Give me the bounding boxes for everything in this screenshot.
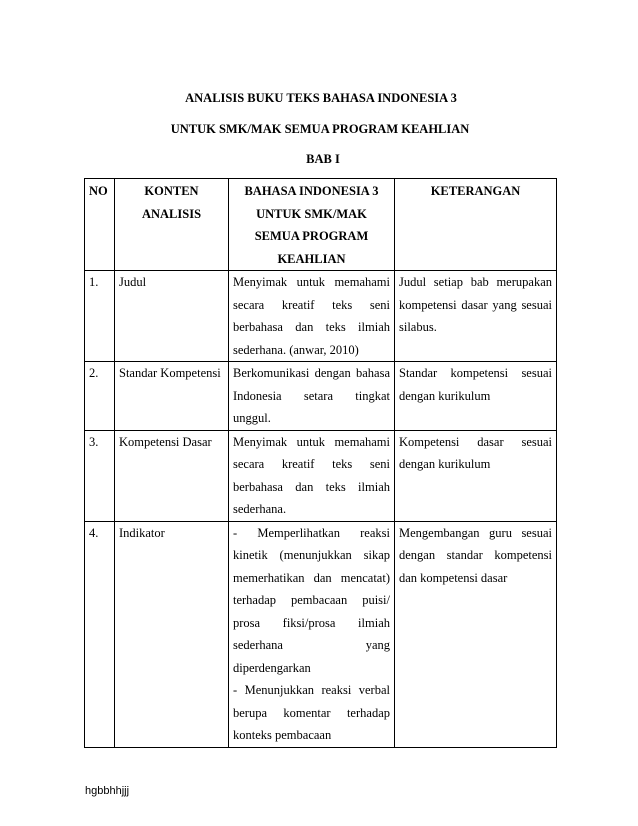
header-no: NO <box>85 179 115 271</box>
chapter-heading: BAB I <box>306 152 340 166</box>
document-title: ANALISIS BUKU TEKS BAHASA INDONESIA 3 <box>185 91 457 105</box>
row-buku: Berkomunikasi dengan bahasa Indonesia setara tingkat unggul. <box>229 362 395 431</box>
analysis-table <box>84 178 557 748</box>
row-number: 2. <box>85 362 115 431</box>
row-keterangan: Judul setiap bab merupakan kompetensi dasar yang sesuai silabus. <box>395 271 557 362</box>
table-row <box>85 430 557 521</box>
table-header-row <box>85 179 557 271</box>
header-keterangan: KETERANGAN <box>395 179 557 271</box>
indikator-point-1: - Memperlihatkan reaksi kinetik (menunjukkan sikap memerhatikan dan mencatat) terhadap pembacaan puisi/ prosa fiksi/prosa ilmiah sederhana yang diperdengarkan <box>233 525 390 675</box>
table-row <box>85 271 557 362</box>
page-footer: hgbbhhjjj <box>85 785 130 797</box>
row-number: 4. <box>85 521 115 747</box>
row-number: 3. <box>85 430 115 521</box>
row-konten: Indikator <box>115 521 229 747</box>
document-subtitle: UNTUK SMK/MAK SEMUA PROGRAM KEAHLIAN <box>170 122 470 136</box>
table-row <box>85 521 557 747</box>
row-keterangan: Standar kompetensi sesuai dengan kurikulum <box>395 362 557 431</box>
row-buku: Menyimak untuk memahami secara kreatif teks seni berbahasa dan teks ilmiah sederhana. (anwar, 2010) <box>229 271 395 362</box>
header-konten-analisis: KONTEN ANALISIS <box>115 179 229 271</box>
row-buku <box>229 521 395 747</box>
row-keterangan: Mengembangan guru sesuai dengan standar kompetensi dan kompetensi dasar <box>395 521 557 747</box>
row-konten: Standar Kompetensi <box>115 362 229 431</box>
row-number: 1. <box>85 271 115 362</box>
row-konten: Kompetensi Dasar <box>115 430 229 521</box>
indikator-point-2: - Menunjukkan reaksi verbal berupa komentar terhadap konteks pembacaan <box>233 683 390 742</box>
row-buku: Menyimak untuk memahami secara kreatif teks seni berbahasa dan teks ilmiah sederhana. <box>229 430 395 521</box>
row-konten: Judul <box>115 271 229 362</box>
header-buku: BAHASA INDONESIA 3 UNTUK SMK/MAK SEMUA PROGRAM KEAHLIAN <box>229 179 395 271</box>
row-keterangan: Kompetensi dasar sesuai dengan kurikulum <box>395 430 557 521</box>
table-row <box>85 362 557 431</box>
